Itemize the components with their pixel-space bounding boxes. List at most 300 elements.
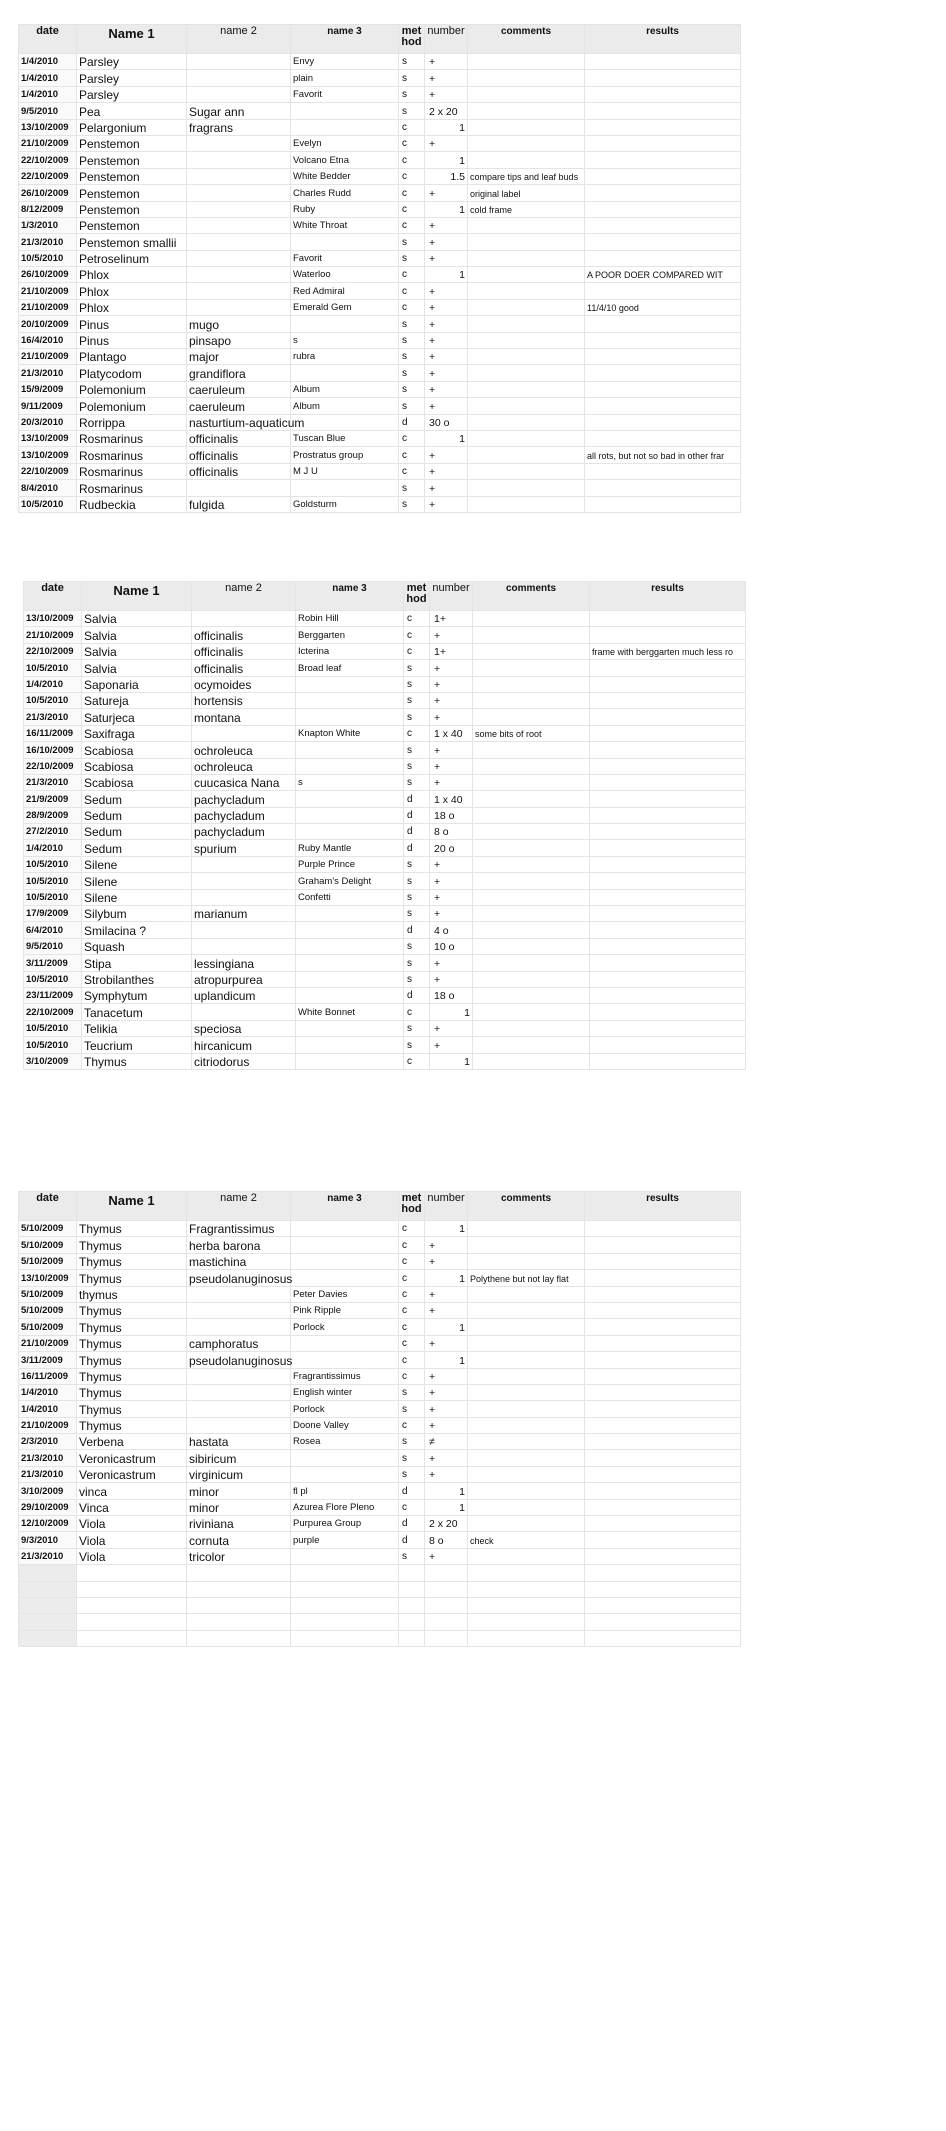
name-1-cell: Smilacina ? xyxy=(82,922,192,938)
name-1-cell: Thymus xyxy=(77,1253,187,1269)
date-cell: 21/10/2009 xyxy=(19,349,77,365)
method-cell: c xyxy=(399,1352,425,1368)
results-cell xyxy=(585,135,741,151)
results-cell xyxy=(585,152,741,168)
header-method-line-1: met xyxy=(401,1192,422,1204)
number-cell: 10 o xyxy=(430,938,473,954)
header-date: date xyxy=(19,25,77,54)
name-3-cell: White Bedder xyxy=(291,168,399,184)
name-1-cell: Penstemon xyxy=(77,185,187,201)
comments-cell xyxy=(473,906,590,922)
number-cell: + xyxy=(425,1286,468,1302)
method-cell: s xyxy=(404,774,430,790)
number-cell: + xyxy=(430,758,473,774)
results-cell xyxy=(585,217,741,233)
name-1-cell: Salvia xyxy=(82,643,192,659)
name-1-cell: Sedum xyxy=(82,824,192,840)
name-1-cell: Rosmarinus xyxy=(77,463,187,479)
date-cell: 13/10/2009 xyxy=(19,119,77,135)
table-row xyxy=(24,742,746,758)
date-cell: 26/10/2009 xyxy=(19,185,77,201)
method-cell: s xyxy=(404,873,430,889)
header-number: number xyxy=(425,1192,468,1221)
table-row xyxy=(24,611,746,627)
results-cell xyxy=(585,1466,741,1482)
name-1-cell: Rudbeckia xyxy=(77,496,187,512)
header-method-line-2: hod xyxy=(401,1203,422,1215)
name-1-cell: Symphytum xyxy=(82,987,192,1003)
name-3-cell: Porlock xyxy=(291,1401,399,1417)
date-cell: 3/10/2009 xyxy=(19,1483,77,1499)
table-row xyxy=(24,889,746,905)
number-cell: + xyxy=(425,447,468,463)
date-cell: 21/10/2009 xyxy=(19,299,77,315)
date-cell: 8/4/2010 xyxy=(19,480,77,496)
name-2-cell: caeruleum xyxy=(187,398,291,414)
results-cell xyxy=(590,906,746,922)
comments-cell xyxy=(473,742,590,758)
name-2-cell: tricolor xyxy=(187,1548,291,1564)
number-cell: + xyxy=(425,316,468,332)
comments-cell xyxy=(473,824,590,840)
method-cell: s xyxy=(404,906,430,922)
name-2-cell: minor xyxy=(187,1483,291,1499)
name-3-cell: Emerald Gem xyxy=(291,299,399,315)
name-2-cell xyxy=(187,1384,291,1400)
table-row xyxy=(19,1532,741,1548)
number-cell: 4 o xyxy=(430,922,473,938)
table-row xyxy=(19,168,741,184)
name-3-cell xyxy=(291,1221,399,1237)
table-row xyxy=(24,1020,746,1036)
date-cell: 21/3/2010 xyxy=(19,1450,77,1466)
table-row xyxy=(19,1352,741,1368)
name-3-cell xyxy=(291,414,399,430)
method-cell: s xyxy=(399,332,425,348)
date-cell: 21/3/2010 xyxy=(19,1466,77,1482)
sheet-body xyxy=(19,1221,741,1647)
number-cell: + xyxy=(430,971,473,987)
header-row xyxy=(19,25,741,54)
name-1-cell: Penstemon xyxy=(77,201,187,217)
name-1-cell: Saturjeca xyxy=(82,709,192,725)
date-cell: 16/11/2009 xyxy=(19,1368,77,1384)
comments-cell xyxy=(473,873,590,889)
name-1-cell: Pinus xyxy=(77,332,187,348)
date-cell xyxy=(19,1614,77,1630)
results-cell xyxy=(585,365,741,381)
table-row xyxy=(19,332,741,348)
name-1-cell xyxy=(77,1630,187,1646)
name-2-cell: Sugar ann xyxy=(187,103,291,119)
number-cell: + xyxy=(430,709,473,725)
name-1-cell: Penstemon xyxy=(77,168,187,184)
table-row xyxy=(19,1384,741,1400)
name-3-cell: Berggarten xyxy=(296,627,404,643)
method-cell: c xyxy=(399,1368,425,1384)
results-cell xyxy=(590,987,746,1003)
number-cell: + xyxy=(425,299,468,315)
date-cell: 9/11/2009 xyxy=(19,398,77,414)
table-row xyxy=(19,430,741,446)
results-cell xyxy=(585,1368,741,1384)
name-2-cell: officinalis xyxy=(192,627,296,643)
date-cell: 10/5/2010 xyxy=(24,692,82,708)
number-cell: + xyxy=(430,627,473,643)
number-cell: + xyxy=(425,1237,468,1253)
name-2-cell: marianum xyxy=(192,906,296,922)
table-row xyxy=(19,299,741,315)
name-2-cell: mugo xyxy=(187,316,291,332)
name-2-cell xyxy=(192,938,296,954)
comments-cell xyxy=(473,807,590,823)
results-cell xyxy=(585,168,741,184)
name-3-cell xyxy=(291,1630,399,1646)
results-cell xyxy=(585,463,741,479)
name-3-cell xyxy=(291,1597,399,1613)
results-cell xyxy=(585,1565,741,1581)
number-cell: + xyxy=(425,54,468,70)
header-row xyxy=(19,1192,741,1221)
header-date: date xyxy=(24,582,82,611)
results-cell xyxy=(585,119,741,135)
table-row xyxy=(24,938,746,954)
name-2-cell: major xyxy=(187,349,291,365)
method-cell: s xyxy=(404,742,430,758)
method-cell: c xyxy=(399,1302,425,1318)
name-2-cell: sibiricum xyxy=(187,1450,291,1466)
name-2-cell xyxy=(187,54,291,70)
date-cell: 16/10/2009 xyxy=(24,742,82,758)
results-cell xyxy=(585,1548,741,1564)
table-row xyxy=(19,1417,741,1433)
date-cell: 10/5/2010 xyxy=(24,1020,82,1036)
name-3-cell: Favorit xyxy=(291,250,399,266)
date-cell: 1/4/2010 xyxy=(19,70,77,86)
name-2-cell xyxy=(192,873,296,889)
table-row xyxy=(19,86,741,102)
results-cell xyxy=(585,283,741,299)
comments-cell xyxy=(468,135,585,151)
name-2-cell: pinsapo xyxy=(187,332,291,348)
number-cell: 1 x 40 xyxy=(430,725,473,741)
method-cell: c xyxy=(399,152,425,168)
name-2-cell: officinalis xyxy=(187,430,291,446)
name-2-cell: ocymoides xyxy=(192,676,296,692)
name-1-cell: Satureja xyxy=(82,692,192,708)
table-row xyxy=(19,1286,741,1302)
date-cell: 21/3/2010 xyxy=(19,365,77,381)
method-cell: c xyxy=(399,1319,425,1335)
method-cell: c xyxy=(399,1237,425,1253)
name-2-cell: officinalis xyxy=(187,463,291,479)
name-1-cell: Salvia xyxy=(82,660,192,676)
date-cell: 21/9/2009 xyxy=(24,791,82,807)
name-2-cell: officinalis xyxy=(192,643,296,659)
name-2-cell xyxy=(187,1401,291,1417)
number-cell: + xyxy=(425,496,468,512)
name-2-cell: ochroleuca xyxy=(192,758,296,774)
number-cell xyxy=(425,1597,468,1613)
name-1-cell: Thymus xyxy=(77,1335,187,1351)
number-cell: + xyxy=(425,1466,468,1482)
header-name-2: name 2 xyxy=(187,25,291,54)
results-cell xyxy=(585,316,741,332)
comments-cell xyxy=(468,1319,585,1335)
number-cell: + xyxy=(430,676,473,692)
method-cell: c xyxy=(399,299,425,315)
method-cell: d xyxy=(399,1532,425,1548)
date-cell: 22/10/2009 xyxy=(19,168,77,184)
name-1-cell: Viola xyxy=(77,1516,187,1532)
table-row xyxy=(19,1597,741,1613)
comments-cell xyxy=(473,791,590,807)
name-2-cell xyxy=(187,1630,291,1646)
results-cell xyxy=(585,1335,741,1351)
comments-cell xyxy=(473,758,590,774)
header-date: date xyxy=(19,1192,77,1221)
name-1-cell: Pinus xyxy=(77,316,187,332)
date-cell: 10/5/2010 xyxy=(24,660,82,676)
table-row xyxy=(24,692,746,708)
table-row xyxy=(19,1270,741,1286)
table-row xyxy=(24,955,746,971)
name-3-cell: Ruby Mantle xyxy=(296,840,404,856)
comments-cell xyxy=(468,234,585,250)
method-cell: c xyxy=(399,1270,425,1286)
results-cell xyxy=(590,824,746,840)
table-row xyxy=(19,398,741,414)
name-3-cell: purple xyxy=(291,1532,399,1548)
table-row xyxy=(24,758,746,774)
number-cell: 1 xyxy=(425,1319,468,1335)
name-2-cell xyxy=(187,1319,291,1335)
results-cell xyxy=(585,234,741,250)
comments-cell xyxy=(468,316,585,332)
comments-cell xyxy=(473,889,590,905)
results-cell xyxy=(590,758,746,774)
header-row xyxy=(24,582,746,611)
method-cell: s xyxy=(404,676,430,692)
name-1-cell: Silybum xyxy=(82,906,192,922)
header-comments: comments xyxy=(473,582,590,611)
header-name-3: name 3 xyxy=(296,582,404,611)
comments-cell xyxy=(468,414,585,430)
header-name-2: name 2 xyxy=(192,582,296,611)
name-1-cell: Silene xyxy=(82,873,192,889)
comments-cell xyxy=(468,1483,585,1499)
date-cell: 1/4/2010 xyxy=(19,1384,77,1400)
name-3-cell: Robin Hill xyxy=(296,611,404,627)
method-cell: c xyxy=(399,447,425,463)
comments-cell xyxy=(468,1384,585,1400)
method-cell: d xyxy=(404,791,430,807)
name-1-cell: Penstemon smallii xyxy=(77,234,187,250)
table-row xyxy=(19,447,741,463)
table-row xyxy=(24,676,746,692)
name-2-cell xyxy=(187,135,291,151)
name-2-cell: spurium xyxy=(192,840,296,856)
name-3-cell: Azurea Flore Pleno xyxy=(291,1499,399,1515)
number-cell: + xyxy=(425,1368,468,1384)
number-cell: + xyxy=(430,856,473,872)
name-3-cell xyxy=(296,824,404,840)
name-1-cell: Thymus xyxy=(77,1221,187,1237)
table-row xyxy=(19,185,741,201)
comments-cell xyxy=(473,709,590,725)
date-cell: 22/10/2009 xyxy=(24,643,82,659)
name-2-cell: virginicum xyxy=(187,1466,291,1482)
name-1-cell: Telikia xyxy=(82,1020,192,1036)
date-cell: 21/10/2009 xyxy=(19,1417,77,1433)
number-cell: 1.5 xyxy=(425,168,468,184)
name-3-cell: Rosea xyxy=(291,1434,399,1450)
results-cell xyxy=(590,889,746,905)
table-row xyxy=(19,1499,741,1515)
results-cell xyxy=(585,1483,741,1499)
number-cell: 1 x 40 xyxy=(430,791,473,807)
method-cell: s xyxy=(404,971,430,987)
name-2-cell xyxy=(187,299,291,315)
method-cell: c xyxy=(399,430,425,446)
results-cell xyxy=(590,840,746,856)
number-cell: 1 xyxy=(430,1004,473,1020)
table-row xyxy=(19,1401,741,1417)
date-cell: 16/11/2009 xyxy=(24,725,82,741)
table-row xyxy=(24,1004,746,1020)
comments-cell xyxy=(468,1499,585,1515)
comments-cell xyxy=(468,381,585,397)
method-cell xyxy=(399,1597,425,1613)
date-cell: 12/10/2009 xyxy=(19,1516,77,1532)
method-cell: s xyxy=(404,1020,430,1036)
name-2-cell xyxy=(187,1581,291,1597)
results-cell xyxy=(590,1037,746,1053)
name-1-cell: Viola xyxy=(77,1548,187,1564)
comments-cell xyxy=(468,1630,585,1646)
results-cell xyxy=(585,332,741,348)
results-cell xyxy=(585,1516,741,1532)
header-name-2: name 2 xyxy=(187,1192,291,1221)
name-3-cell xyxy=(291,1270,399,1286)
date-cell: 1/4/2010 xyxy=(19,86,77,102)
header-number: number xyxy=(425,25,468,54)
name-2-cell: uplandicum xyxy=(192,987,296,1003)
name-3-cell xyxy=(296,807,404,823)
name-1-cell: Thymus xyxy=(77,1352,187,1368)
number-cell: 2 x 20 xyxy=(425,1516,468,1532)
table-row xyxy=(19,1302,741,1318)
table-row xyxy=(19,316,741,332)
results-cell xyxy=(585,398,741,414)
table-row xyxy=(24,824,746,840)
name-2-cell: citriodorus xyxy=(192,1053,296,1069)
results-cell xyxy=(590,676,746,692)
table-row xyxy=(24,1037,746,1053)
results-cell xyxy=(590,692,746,708)
name-2-cell xyxy=(187,1614,291,1630)
name-2-cell xyxy=(187,86,291,102)
number-cell: + xyxy=(425,217,468,233)
results-cell xyxy=(585,1352,741,1368)
name-2-cell: pseudolanuginosus xyxy=(187,1352,291,1368)
method-cell xyxy=(399,1630,425,1646)
name-1-cell: Sedum xyxy=(82,807,192,823)
table-row xyxy=(19,250,741,266)
method-cell: s xyxy=(399,103,425,119)
date-cell: 21/3/2010 xyxy=(19,1548,77,1564)
comments-cell: check xyxy=(468,1532,585,1548)
number-cell: 1 xyxy=(425,1499,468,1515)
number-cell: 1 xyxy=(425,267,468,283)
name-1-cell: Thymus xyxy=(77,1384,187,1400)
number-cell: 1 xyxy=(425,1352,468,1368)
results-cell xyxy=(590,873,746,889)
number-cell: 8 o xyxy=(425,1532,468,1548)
name-3-cell: Confetti xyxy=(296,889,404,905)
number-cell: + xyxy=(425,332,468,348)
table-row xyxy=(24,660,746,676)
table-row xyxy=(19,1483,741,1499)
header-method xyxy=(399,25,425,54)
date-cell: 10/5/2010 xyxy=(24,971,82,987)
results-cell xyxy=(585,1384,741,1400)
number-cell: + xyxy=(425,250,468,266)
name-2-cell xyxy=(187,185,291,201)
comments-cell xyxy=(468,1302,585,1318)
date-cell: 22/10/2009 xyxy=(19,463,77,479)
name-1-cell: Phlox xyxy=(77,299,187,315)
table-row xyxy=(19,119,741,135)
method-cell: d xyxy=(404,840,430,856)
table-row xyxy=(24,807,746,823)
method-cell: c xyxy=(399,1417,425,1433)
header-name-3: name 3 xyxy=(291,1192,399,1221)
comments-cell xyxy=(468,398,585,414)
name-3-cell xyxy=(296,692,404,708)
name-2-cell xyxy=(187,201,291,217)
name-3-cell: English winter xyxy=(291,1384,399,1400)
comments-cell xyxy=(468,1516,585,1532)
name-1-cell: Salvia xyxy=(82,611,192,627)
method-cell: c xyxy=(404,611,430,627)
name-3-cell xyxy=(296,1037,404,1053)
table-row xyxy=(19,70,741,86)
name-3-cell xyxy=(291,1237,399,1253)
number-cell: 1 xyxy=(425,152,468,168)
name-2-cell: montana xyxy=(192,709,296,725)
method-cell: d xyxy=(399,1516,425,1532)
name-1-cell: Rosmarinus xyxy=(77,430,187,446)
sheet-body xyxy=(24,611,746,1070)
number-cell: 1 xyxy=(425,1483,468,1499)
name-3-cell xyxy=(291,1450,399,1466)
number-cell: 1 xyxy=(430,1053,473,1069)
method-cell: c xyxy=(399,135,425,151)
method-cell: s xyxy=(399,54,425,70)
number-cell: + xyxy=(430,1020,473,1036)
comments-cell xyxy=(468,103,585,119)
name-3-cell: Tuscan Blue xyxy=(291,430,399,446)
number-cell: + xyxy=(430,1037,473,1053)
name-3-cell xyxy=(291,1614,399,1630)
date-cell: 5/10/2009 xyxy=(19,1286,77,1302)
results-cell xyxy=(585,1237,741,1253)
header-results: results xyxy=(585,25,741,54)
method-cell: s xyxy=(399,1401,425,1417)
table-row xyxy=(19,152,741,168)
date-cell: 21/3/2010 xyxy=(19,234,77,250)
